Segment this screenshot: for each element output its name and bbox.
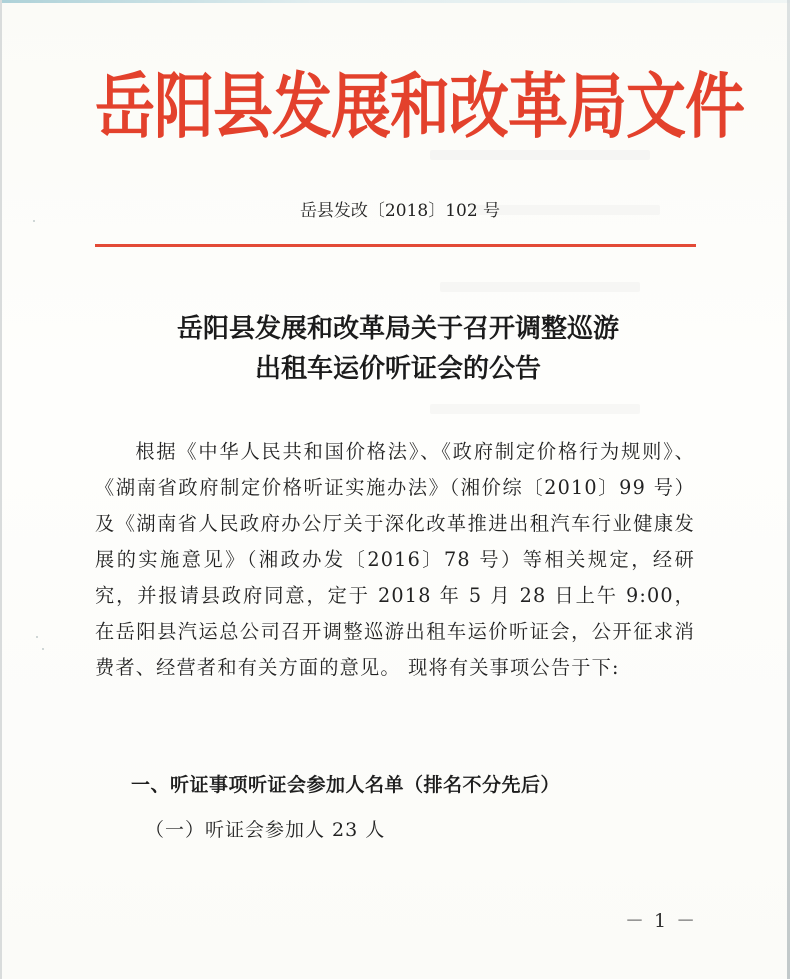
notice-title-line-2: 出租车运价听证会的公告 (254, 354, 541, 384)
sub-heading-1: （一）听证会参加人 23 人 (145, 819, 386, 841)
section-heading-1: 一、听证事项听证会参加人名单（排名不分先后） (131, 774, 561, 796)
page-number: － 1 － (625, 910, 698, 932)
body-paragraph: 根据《中华人民共和国价格法》、《政府制定价格行为规则》、《湖南省政府制定价格听证实施办法》（湘价综〔2010〕99 号）及《湖南省人民政府办公厅关于深化改革推进出租汽车行业健康发展的实施意见》（湘政办发〔2016〕78 号）等相关规定，经研究，并报请县政府同意，定于 2018 年 5 月 28 日上午 9:00，在岳阳县汽运总公司召开调整巡游出租车运价听证会，公开征求消费者、经营者和有关方面的意见。 现将有关事项公告于下: (95, 440, 695, 679)
red-divider-line (95, 244, 696, 247)
scan-edge-left (0, 0, 2, 979)
scan-speck (42, 648, 44, 650)
scan-speck (36, 636, 38, 638)
bleed-through-mark (430, 404, 640, 414)
bleed-through-mark (440, 282, 640, 292)
document-number: 岳县发改〔2018〕102 号 (299, 201, 501, 221)
scan-edge-top (0, 0, 790, 3)
document-header-title: 岳阳县发展和改革局文件 (95, 66, 744, 149)
notice-title-line-1: 岳阳县发展和改革局关于召开调整巡游 (176, 314, 619, 344)
